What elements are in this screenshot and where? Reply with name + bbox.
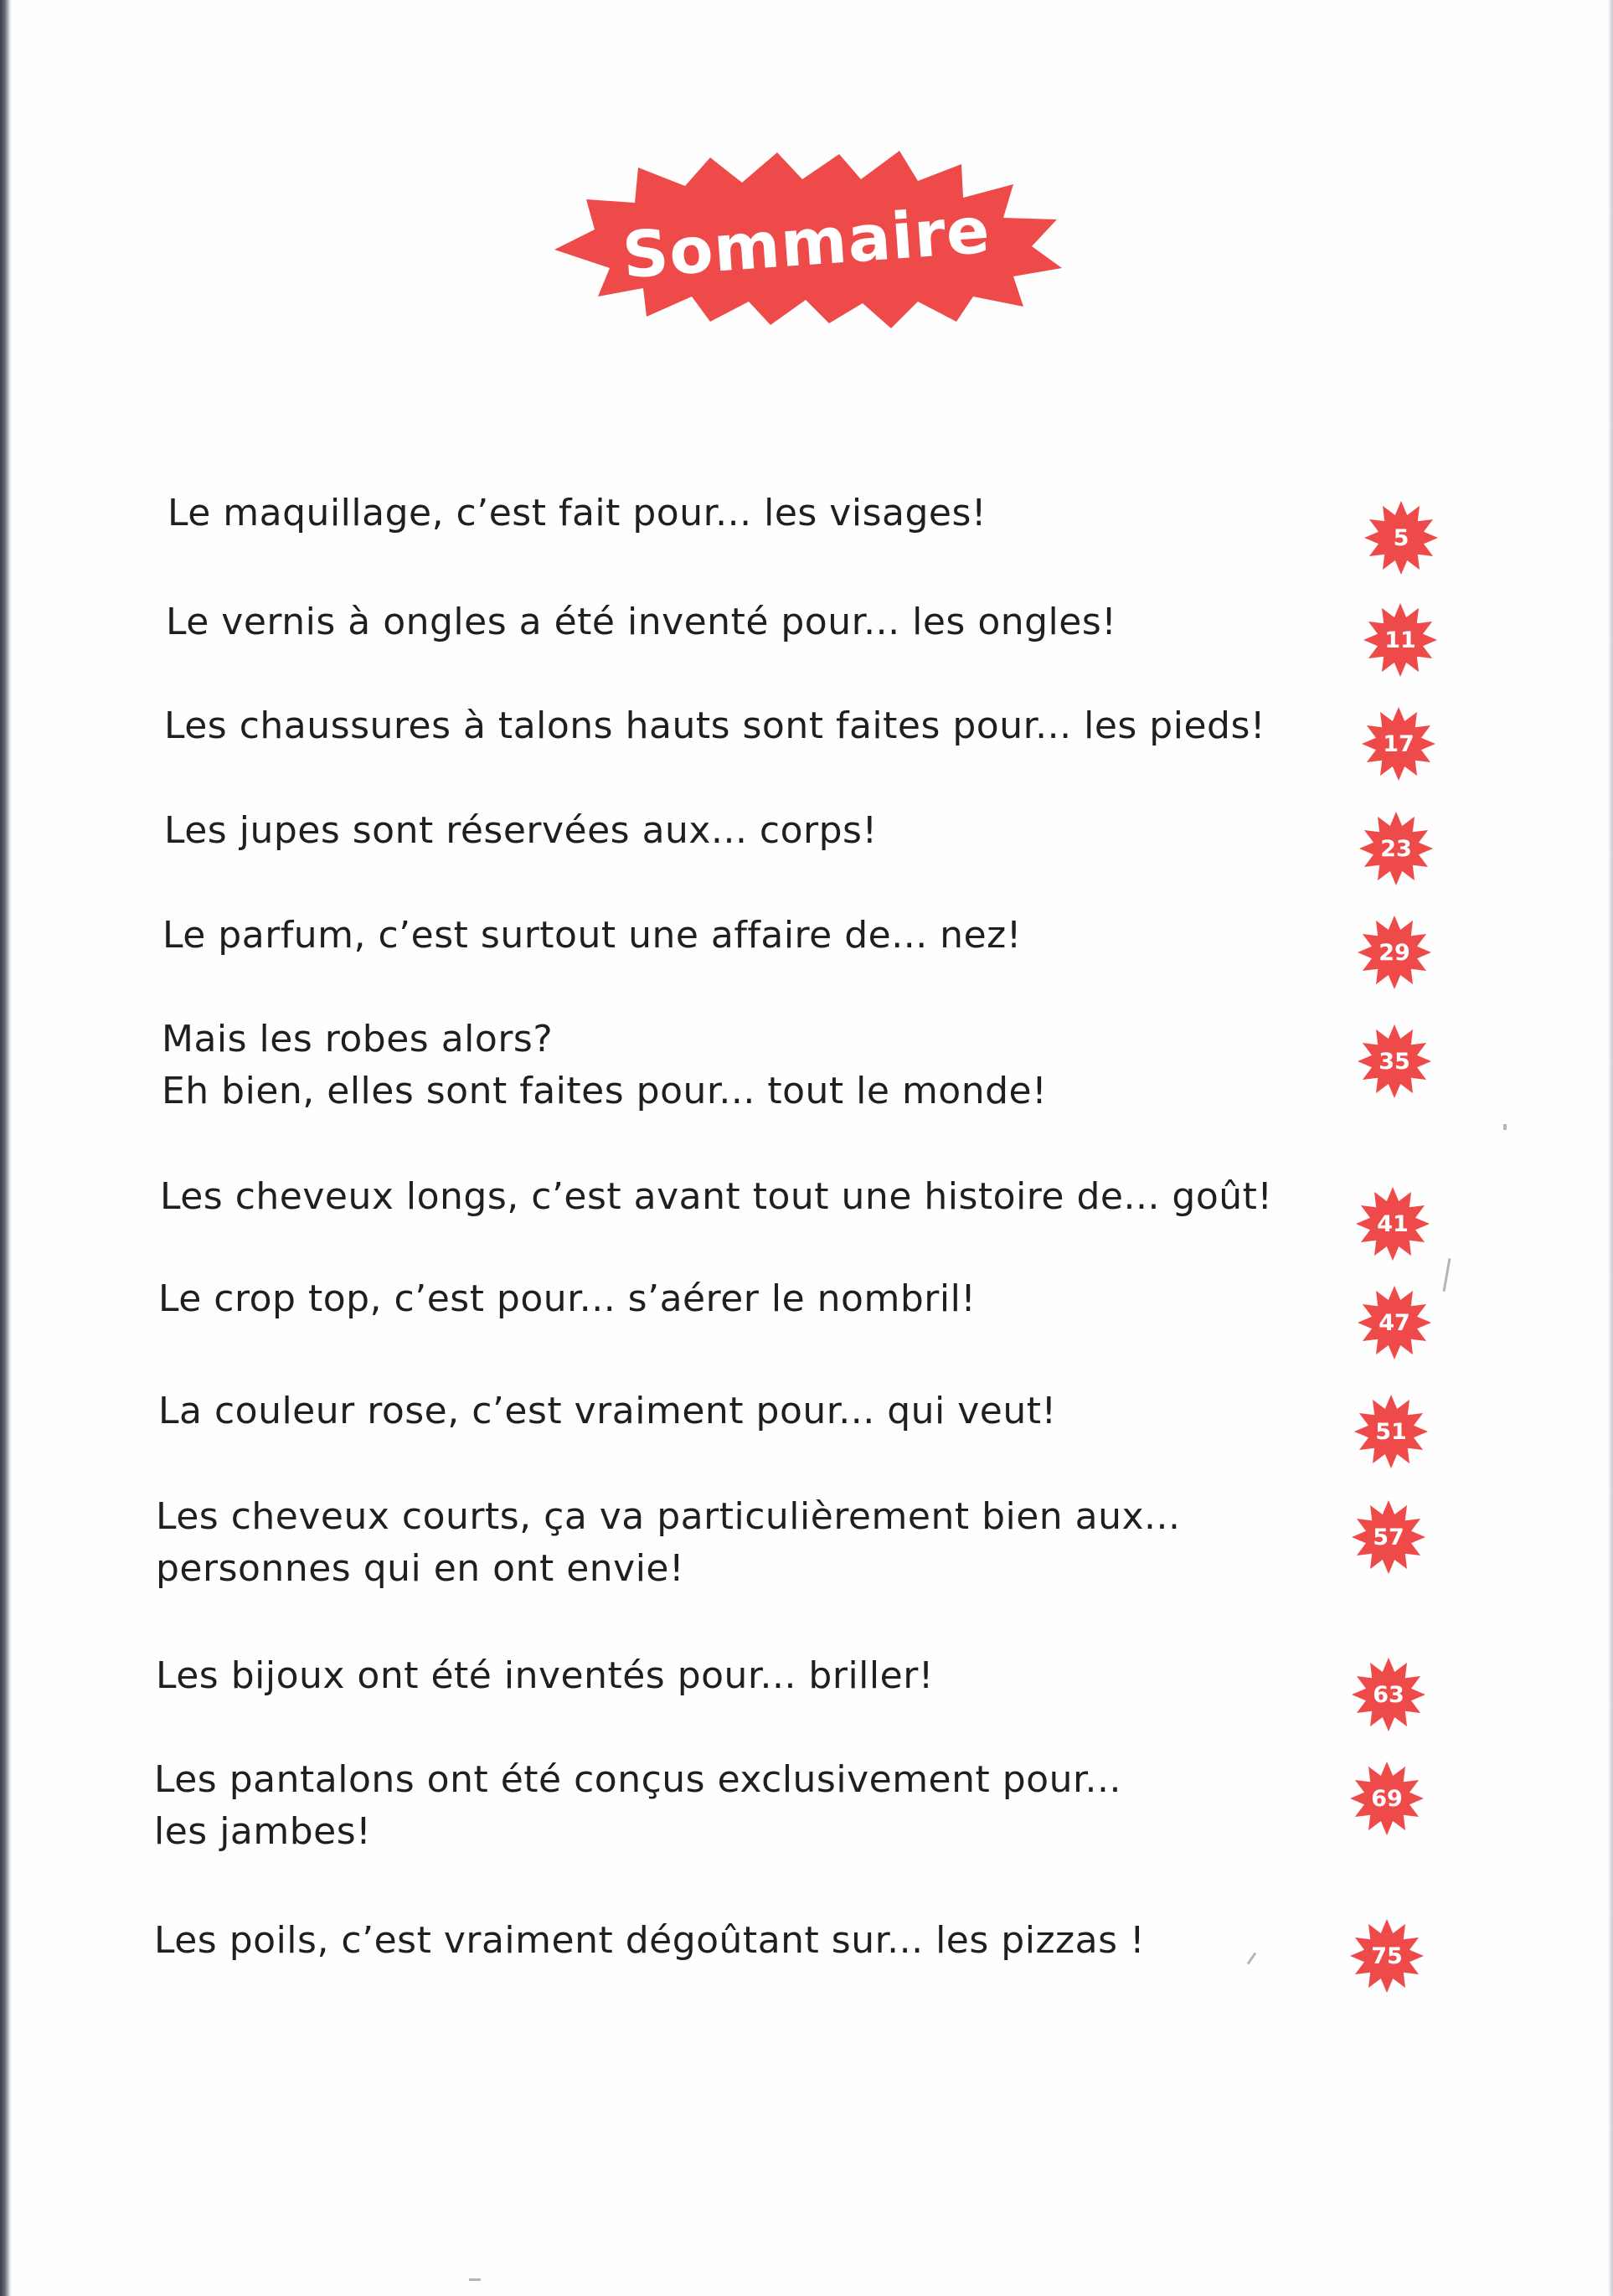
page-number: 75 xyxy=(1371,1943,1403,1969)
toc-entry-title xyxy=(156,1491,1181,1595)
toc-entry-line: Les pantalons ont été conçus exclusivement pour... xyxy=(154,1758,1121,1801)
page-number: 17 xyxy=(1383,730,1415,757)
page-number-badge xyxy=(1363,500,1439,575)
page-number-badge xyxy=(1349,1918,1425,1994)
page-number: 63 xyxy=(1373,1681,1404,1708)
toc-entry-title xyxy=(154,1915,1145,1967)
toc-entry-title xyxy=(162,1014,1047,1117)
toc-entry-title xyxy=(154,1754,1121,1858)
page-number: 11 xyxy=(1384,627,1416,653)
toc-entry-line: Les chaussures à talons hauts sont faites pour... les pieds! xyxy=(164,704,1266,747)
page-number: 47 xyxy=(1379,1309,1410,1336)
toc-entry-line: les jambes! xyxy=(154,1810,372,1853)
toc-entry-line: Mais les robes alors? xyxy=(162,1018,554,1060)
toc-entry-line: Les poils, c’est vraiment dégoûtant sur... les pizzas ! xyxy=(154,1919,1146,1962)
page-number: 41 xyxy=(1377,1210,1409,1237)
page-number-badge xyxy=(1351,1657,1426,1732)
page-number: 35 xyxy=(1379,1048,1410,1075)
page-number-badge xyxy=(1363,602,1438,678)
toc-entry-line: Le parfum, c’est surtout une affaire de... nez! xyxy=(162,914,1022,957)
toc-entry-title xyxy=(158,1385,1057,1437)
page-number: 23 xyxy=(1380,835,1412,862)
page-title: Sommaire xyxy=(620,192,993,292)
toc-entry-title xyxy=(158,1273,976,1325)
toc-entry-title xyxy=(164,700,1265,752)
toc-entry-title xyxy=(162,910,1022,962)
toc-entry-line: personnes qui en ont envie! xyxy=(156,1547,685,1590)
toc-entry-line: Le maquillage, c’est fait pour... les visages! xyxy=(167,492,987,534)
page-number-badge xyxy=(1358,811,1434,886)
toc-entry-title xyxy=(166,596,1116,648)
page-number-badge xyxy=(1351,1499,1426,1575)
page-number: 51 xyxy=(1375,1418,1407,1445)
toc-entry-line: Les bijoux ont été inventés pour... briller! xyxy=(156,1654,934,1697)
page-number: 29 xyxy=(1379,939,1410,966)
toc-entry-line: Eh bien, elles sont faites pour... tout le monde! xyxy=(162,1070,1048,1112)
toc-entry-line: La couleur rose, c’est vraiment pour... qui veut! xyxy=(158,1390,1057,1432)
page-number-badge xyxy=(1357,1024,1432,1099)
scan-speck xyxy=(1503,1124,1507,1130)
toc-entry-line: Le crop top, c’est pour... s’aérer le nombril! xyxy=(158,1277,977,1320)
page-number-badge xyxy=(1357,915,1432,990)
scan-speck xyxy=(469,2278,481,2281)
page-number: 69 xyxy=(1371,1785,1403,1812)
toc-entry-title xyxy=(164,805,878,857)
page-number: 57 xyxy=(1373,1524,1404,1550)
toc-entry-title xyxy=(156,1650,934,1702)
toc-entry-line: Les cheveux longs, c’est avant tout une histoire de... goût! xyxy=(160,1175,1273,1218)
toc-entry-line: Les jupes sont réservées aux... corps! xyxy=(164,809,878,852)
toc-entry-line: Les cheveux courts, ça va particulièrement bien aux... xyxy=(156,1495,1181,1538)
toc-entry-title xyxy=(160,1171,1273,1223)
page-number-badge xyxy=(1355,1186,1430,1262)
page-number-badge xyxy=(1353,1394,1429,1469)
page-number-badge xyxy=(1361,706,1436,782)
toc-entry-line: Le vernis à ongles a été inventé pour... les ongles! xyxy=(166,601,1117,643)
toc-entry-title xyxy=(167,488,987,539)
page-number-badge xyxy=(1357,1285,1432,1360)
page-number-badge xyxy=(1349,1761,1425,1836)
page-number: 5 xyxy=(1393,524,1409,551)
